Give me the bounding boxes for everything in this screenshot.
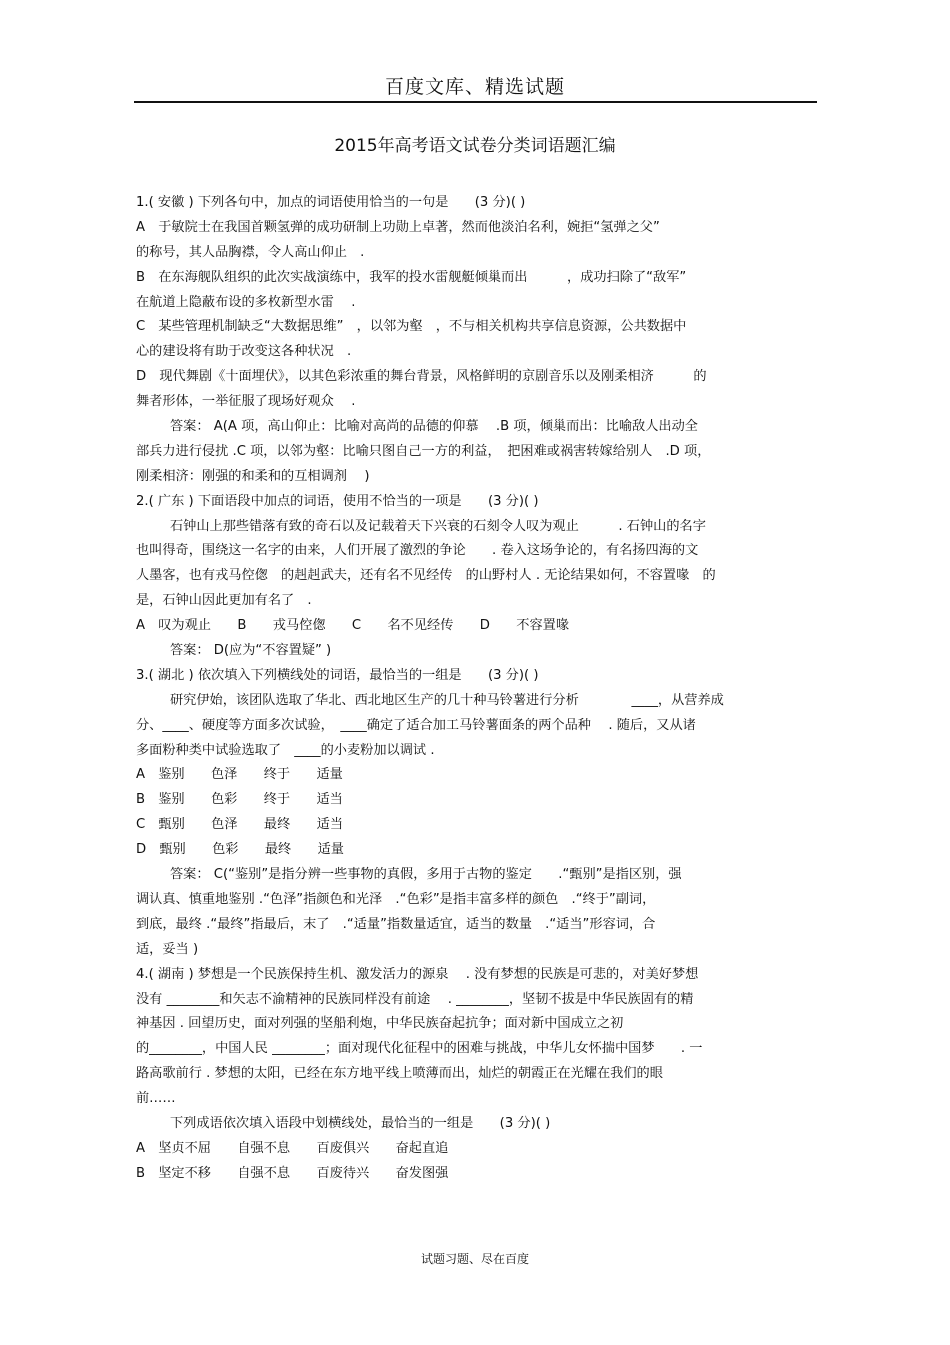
q4-option-b: B 坚定不移 自强不息 百废待兴 奋发图强 — [136, 1165, 449, 1181]
q2-passage-line4: 是，石钟山因此更加有名了 . — [136, 593, 312, 609]
q2-options: A 叹为观止 B 戎马倥偬 C 名不见经传 D 不容置喙 — [136, 618, 570, 634]
q3-answer-line4: 适，妥当 ) — [136, 941, 199, 957]
q1-option-d-line2: 舞者形体，一举征服了现场好观众 . — [136, 394, 356, 410]
q1-option-a-line1: A 于敏院士在我国首颗氢弹的成功研制上功勋上卓著，然而他淡泊名利，婉拒“氢弹之父” — [136, 219, 660, 235]
header-divider — [134, 101, 817, 103]
q2-answer: 答案： D(应为“不容置疑” ) — [170, 643, 332, 659]
q1-stem: 1.( 安徽 ) 下列各句中，加点的词语使用恰当的一句是 (3 分)( ) — [136, 195, 526, 210]
q1-option-a-line2: 的称号，其人品胸襟，令人高山仰止 . — [136, 244, 365, 260]
site-header-title: 百度文库、精选试题 — [384, 76, 565, 98]
q3-answer-line3: 到底，最终 .“最终”指最后，末了 .“适量”指数量适宜，适当的数量 .“适当”形容词，合 — [136, 916, 656, 932]
document-title: 2015年高考语文试卷分类词语题汇编 — [334, 136, 616, 156]
q2-stem: 2.( 广东 ) 下面语段中加点的词语，使用不恰当的一项是 (3 分)( ) — [136, 493, 539, 509]
q3-passage-line3: 多面粉种类中试验选取了 ____的小麦粉加以调试 . — [136, 742, 435, 758]
q4-option-a: A 坚贞不屈 自强不息 百废俱兴 奋起直追 — [136, 1140, 449, 1156]
q4-passage-line4: 路高歌前行 . 梦想的太阳，已经在东方地平线上喷薄而出，灿烂的朝霞正在光耀在我们的眼 — [136, 1066, 663, 1082]
q1-option-c-line1: C 某些管理机制缺乏“大数据思维” ，以邻为壑 ，不与相关机构共享信息资源，公共数据中 — [136, 319, 687, 335]
q4-passage-line3: 的________，中国人民 ________；面对现代化征程中的困难与挑战，中华儿女怀揣中国梦 . 一 — [136, 1041, 703, 1057]
q3-option-d: D 甄别 色彩 最终 适量 — [136, 842, 344, 858]
q3-option-c: C 甄别 色泽 最终 适当 — [136, 817, 344, 833]
question-list — [136, 191, 817, 1187]
page-footer: 试题习题、尽在百度 — [420, 1252, 529, 1266]
q1-answer-line1: 答案： A(A 项，高山仰止：比喻对高尚的品德的仰慕 .B 项，倾巢而出：比喻敌人出动全 — [170, 419, 698, 435]
q1-option-b-line2: 在航道上隐蔽布设的多枚新型水雷 . — [136, 294, 356, 310]
q1-option-d-line1: D 现代舞剧《十面埋伏》，以其色彩浓重的舞台背景，风格鲜明的京剧音乐以及刚柔相济 的 — [136, 369, 707, 385]
q4-sub-question: 下列成语依次填入语段中划横线处，最恰当的一组是 (3 分)( ) — [170, 1115, 551, 1131]
q2-passage-line1: 石钟山上那些错落有致的奇石以及记载着天下兴衰的石刻令人叹为观止 . 石钟山的名字 — [170, 518, 706, 534]
q2-passage-line2: 也叫得奇，围绕这一名字的由来，人们开展了激烈的争论 . 卷入这场争论的，有名扬四海的文 — [136, 543, 699, 559]
q4-passage-line5: 前…… — [136, 1091, 176, 1107]
q3-stem: 3.( 湖北 ) 依次填入下列横线处的词语，最恰当的一组是 (3 分)( ) — [136, 667, 539, 683]
q1-answer-line3: 刚柔相济：刚强的和柔和的互相调剂 ) — [136, 468, 370, 484]
q3-option-b: B 鉴别 色彩 终于 适当 — [136, 792, 343, 808]
q4-passage-line2: 神基因 . 回望历史，面对列强的坚船利炮，中华民族奋起抗争；面对新中国成立之初 — [136, 1016, 624, 1032]
q1-option-c-line2: 心的建设将有助于改变这各种状况 . — [136, 344, 352, 360]
q3-answer-line2: 调认真、慎重地鉴别 .“色泽”指颜色和光泽 .“色彩”是指丰富多样的颜色 .“终于”副词， — [136, 891, 656, 907]
q3-passage-line1: 研究伊始，该团队选取了华北、西北地区生产的几十种马铃薯进行分析 ____，从营养成 — [170, 692, 724, 708]
q3-answer-line1: 答案： C(“鉴别”是指分辨一些事物的真假，多用于古物的鉴定 .“甄别”是指区别，强 — [170, 867, 682, 883]
q3-passage-line2: 分、____、硬度等方面多次试验， ____确定了适合加工马铃薯面条的两个品种 . 随后，又从诸 — [136, 717, 696, 733]
q1-option-b-line1: B 在东海舰队组织的此次实战演练中，我军的投水雷舰艇倾巢而出 ，成功扫除了“敌军” — [136, 269, 687, 285]
q4-stem: 4.( 湖南 ) 梦想是一个民族保持生机、激发活力的源泉 . 没有梦想的民族是可悲的，对美好梦想 — [136, 966, 699, 982]
q4-passage-line1: 没有 ________和矢志不渝精神的民族同样没有前途 . ________，坚韧不拔是中华民族固有的精 — [136, 991, 694, 1007]
q1-answer-line2: 部兵力进行侵扰 .C 项，以邻为壑：比喻只图自己一方的利益， 把困难或祸害转嫁给别人 .D 项， — [136, 443, 711, 459]
q3-option-a: A 鉴别 色泽 终于 适量 — [136, 767, 343, 783]
q2-passage-line3: 人墨客，也有戎马倥偬 的赳赳武夫，还有名不见经传 的山野村人 . 无论结果如何，不容置喙 的 — [136, 568, 716, 584]
